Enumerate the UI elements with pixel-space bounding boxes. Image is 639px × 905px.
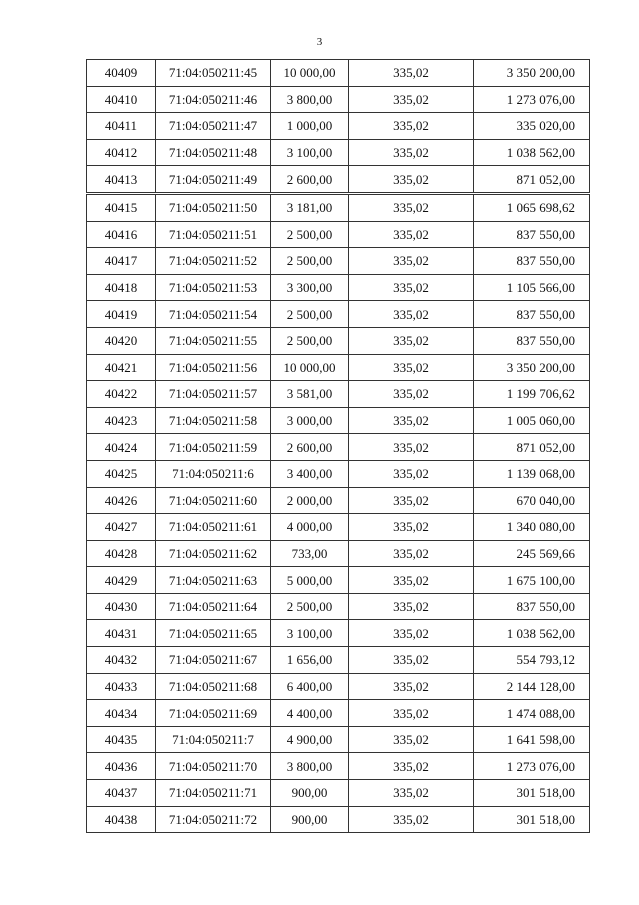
rate-cell: 335,02 (349, 139, 474, 166)
rate-cell: 335,02 (349, 166, 474, 194)
value-cell: 1 199 706,62 (474, 381, 590, 408)
value-cell: 1 273 076,00 (474, 86, 590, 113)
rate-cell: 335,02 (349, 113, 474, 140)
cadastral-number-cell: 71:04:050211:46 (156, 86, 271, 113)
value-cell: 335 020,00 (474, 113, 590, 140)
record-id-cell: 40435 (87, 726, 156, 753)
value-cell: 3 350 200,00 (474, 60, 590, 87)
cadastral-number-cell: 71:04:050211:52 (156, 248, 271, 275)
record-id-cell: 40428 (87, 540, 156, 567)
table-row (87, 113, 590, 140)
cadastral-number-cell: 71:04:050211:68 (156, 673, 271, 700)
record-id-cell: 40413 (87, 166, 156, 194)
cadastral-number-cell: 71:04:050211:47 (156, 113, 271, 140)
cadastral-value-table (86, 59, 590, 833)
rate-cell: 335,02 (349, 700, 474, 727)
table-row (87, 327, 590, 354)
value-cell: 837 550,00 (474, 593, 590, 620)
table-row (87, 301, 590, 328)
rate-cell: 335,02 (349, 327, 474, 354)
value-cell: 1 641 598,00 (474, 726, 590, 753)
area-cell: 2 500,00 (271, 327, 349, 354)
cadastral-number-cell: 71:04:050211:64 (156, 593, 271, 620)
rate-cell: 335,02 (349, 248, 474, 275)
record-id-cell: 40416 (87, 221, 156, 248)
area-cell: 10 000,00 (271, 354, 349, 381)
record-id-cell: 40423 (87, 407, 156, 434)
rate-cell: 335,02 (349, 647, 474, 674)
area-cell: 900,00 (271, 806, 349, 833)
value-cell: 2 144 128,00 (474, 673, 590, 700)
cadastral-number-cell: 71:04:050211:6 (156, 460, 271, 487)
area-cell: 6 400,00 (271, 673, 349, 700)
rate-cell: 335,02 (349, 487, 474, 514)
record-id-cell: 40412 (87, 139, 156, 166)
value-cell: 837 550,00 (474, 221, 590, 248)
rate-cell: 335,02 (349, 407, 474, 434)
area-cell: 3 000,00 (271, 407, 349, 434)
rate-cell: 335,02 (349, 514, 474, 541)
table-row (87, 166, 590, 194)
record-id-cell: 40426 (87, 487, 156, 514)
value-cell: 3 350 200,00 (474, 354, 590, 381)
area-cell: 3 100,00 (271, 620, 349, 647)
page-number: 3 (316, 36, 323, 48)
value-cell: 1 005 060,00 (474, 407, 590, 434)
area-cell: 4 000,00 (271, 514, 349, 541)
rate-cell: 335,02 (349, 86, 474, 113)
cadastral-number-cell: 71:04:050211:59 (156, 434, 271, 461)
record-id-cell: 40415 (87, 193, 156, 221)
rate-cell: 335,02 (349, 726, 474, 753)
table-row (87, 540, 590, 567)
table-row (87, 354, 590, 381)
cadastral-number-cell: 71:04:050211:53 (156, 274, 271, 301)
cadastral-number-cell: 71:04:050211:55 (156, 327, 271, 354)
value-cell: 871 052,00 (474, 434, 590, 461)
cadastral-number-cell: 71:04:050211:45 (156, 60, 271, 87)
area-cell: 3 800,00 (271, 753, 349, 780)
area-cell: 4 900,00 (271, 726, 349, 753)
record-id-cell: 40436 (87, 753, 156, 780)
area-cell: 5 000,00 (271, 567, 349, 594)
rate-cell: 335,02 (349, 434, 474, 461)
area-cell: 3 300,00 (271, 274, 349, 301)
table-row (87, 567, 590, 594)
cadastral-number-cell: 71:04:050211:65 (156, 620, 271, 647)
rate-cell: 335,02 (349, 274, 474, 301)
area-cell: 2 500,00 (271, 221, 349, 248)
cadastral-number-cell: 71:04:050211:62 (156, 540, 271, 567)
cadastral-number-cell: 71:04:050211:71 (156, 780, 271, 807)
table-row (87, 593, 590, 620)
value-cell: 1 038 562,00 (474, 620, 590, 647)
area-cell: 900,00 (271, 780, 349, 807)
rate-cell: 335,02 (349, 780, 474, 807)
value-cell: 1 340 080,00 (474, 514, 590, 541)
area-cell: 3 181,00 (271, 193, 349, 221)
table-row (87, 753, 590, 780)
rate-cell: 335,02 (349, 753, 474, 780)
cadastral-number-cell: 71:04:050211:50 (156, 193, 271, 221)
record-id-cell: 40429 (87, 567, 156, 594)
record-id-cell: 40411 (87, 113, 156, 140)
value-cell: 1 038 562,00 (474, 139, 590, 166)
rate-cell: 335,02 (349, 806, 474, 833)
table-row (87, 407, 590, 434)
area-cell: 2 000,00 (271, 487, 349, 514)
value-cell: 871 052,00 (474, 166, 590, 194)
rate-cell: 335,02 (349, 221, 474, 248)
rate-cell: 335,02 (349, 193, 474, 221)
table-row (87, 248, 590, 275)
value-cell: 1 139 068,00 (474, 460, 590, 487)
area-cell: 10 000,00 (271, 60, 349, 87)
table-row (87, 460, 590, 487)
record-id-cell: 40425 (87, 460, 156, 487)
area-cell: 3 800,00 (271, 86, 349, 113)
cadastral-number-cell: 71:04:050211:72 (156, 806, 271, 833)
value-cell: 837 550,00 (474, 327, 590, 354)
value-cell: 1 675 100,00 (474, 567, 590, 594)
record-id-cell: 40418 (87, 274, 156, 301)
table-row (87, 806, 590, 833)
rate-cell: 335,02 (349, 673, 474, 700)
value-cell: 1 105 566,00 (474, 274, 590, 301)
cadastral-number-cell: 71:04:050211:70 (156, 753, 271, 780)
table-row (87, 780, 590, 807)
cadastral-number-cell: 71:04:050211:49 (156, 166, 271, 194)
rate-cell: 335,02 (349, 381, 474, 408)
record-id-cell: 40410 (87, 86, 156, 113)
cadastral-number-cell: 71:04:050211:51 (156, 221, 271, 248)
rate-cell: 335,02 (349, 593, 474, 620)
area-cell: 2 600,00 (271, 434, 349, 461)
area-cell: 2 500,00 (271, 248, 349, 275)
cadastral-number-cell: 71:04:050211:69 (156, 700, 271, 727)
data-table-container (86, 59, 590, 833)
table-body (87, 60, 590, 833)
table-row (87, 726, 590, 753)
area-cell: 733,00 (271, 540, 349, 567)
table-row (87, 60, 590, 87)
table-row (87, 647, 590, 674)
record-id-cell: 40417 (87, 248, 156, 275)
table-row (87, 514, 590, 541)
area-cell: 2 600,00 (271, 166, 349, 194)
table-row (87, 381, 590, 408)
area-cell: 4 400,00 (271, 700, 349, 727)
table-row (87, 139, 590, 166)
record-id-cell: 40432 (87, 647, 156, 674)
value-cell: 837 550,00 (474, 248, 590, 275)
area-cell: 3 581,00 (271, 381, 349, 408)
cadastral-number-cell: 71:04:050211:54 (156, 301, 271, 328)
table-row (87, 434, 590, 461)
table-row (87, 193, 590, 221)
area-cell: 1 656,00 (271, 647, 349, 674)
value-cell: 837 550,00 (474, 301, 590, 328)
area-cell: 2 500,00 (271, 301, 349, 328)
value-cell: 245 569,66 (474, 540, 590, 567)
cadastral-number-cell: 71:04:050211:58 (156, 407, 271, 434)
cadastral-number-cell: 71:04:050211:48 (156, 139, 271, 166)
record-id-cell: 40421 (87, 354, 156, 381)
area-cell: 2 500,00 (271, 593, 349, 620)
cadastral-number-cell: 71:04:050211:7 (156, 726, 271, 753)
table-row (87, 700, 590, 727)
record-id-cell: 40409 (87, 60, 156, 87)
record-id-cell: 40420 (87, 327, 156, 354)
rate-cell: 335,02 (349, 460, 474, 487)
rate-cell: 335,02 (349, 354, 474, 381)
record-id-cell: 40433 (87, 673, 156, 700)
table-row (87, 221, 590, 248)
rate-cell: 335,02 (349, 60, 474, 87)
record-id-cell: 40430 (87, 593, 156, 620)
value-cell: 301 518,00 (474, 780, 590, 807)
value-cell: 1 474 088,00 (474, 700, 590, 727)
rate-cell: 335,02 (349, 620, 474, 647)
record-id-cell: 40434 (87, 700, 156, 727)
rate-cell: 335,02 (349, 567, 474, 594)
value-cell: 301 518,00 (474, 806, 590, 833)
cadastral-number-cell: 71:04:050211:57 (156, 381, 271, 408)
table-row (87, 673, 590, 700)
record-id-cell: 40431 (87, 620, 156, 647)
cadastral-number-cell: 71:04:050211:67 (156, 647, 271, 674)
cadastral-number-cell: 71:04:050211:63 (156, 567, 271, 594)
record-id-cell: 40437 (87, 780, 156, 807)
table-row (87, 274, 590, 301)
cadastral-number-cell: 71:04:050211:61 (156, 514, 271, 541)
cadastral-number-cell: 71:04:050211:60 (156, 487, 271, 514)
record-id-cell: 40438 (87, 806, 156, 833)
value-cell: 1 273 076,00 (474, 753, 590, 780)
value-cell: 554 793,12 (474, 647, 590, 674)
area-cell: 3 400,00 (271, 460, 349, 487)
record-id-cell: 40422 (87, 381, 156, 408)
value-cell: 1 065 698,62 (474, 193, 590, 221)
record-id-cell: 40424 (87, 434, 156, 461)
rate-cell: 335,02 (349, 301, 474, 328)
table-row (87, 86, 590, 113)
area-cell: 1 000,00 (271, 113, 349, 140)
cadastral-number-cell: 71:04:050211:56 (156, 354, 271, 381)
table-row (87, 487, 590, 514)
record-id-cell: 40427 (87, 514, 156, 541)
record-id-cell: 40419 (87, 301, 156, 328)
area-cell: 3 100,00 (271, 139, 349, 166)
value-cell: 670 040,00 (474, 487, 590, 514)
rate-cell: 335,02 (349, 540, 474, 567)
table-row (87, 620, 590, 647)
